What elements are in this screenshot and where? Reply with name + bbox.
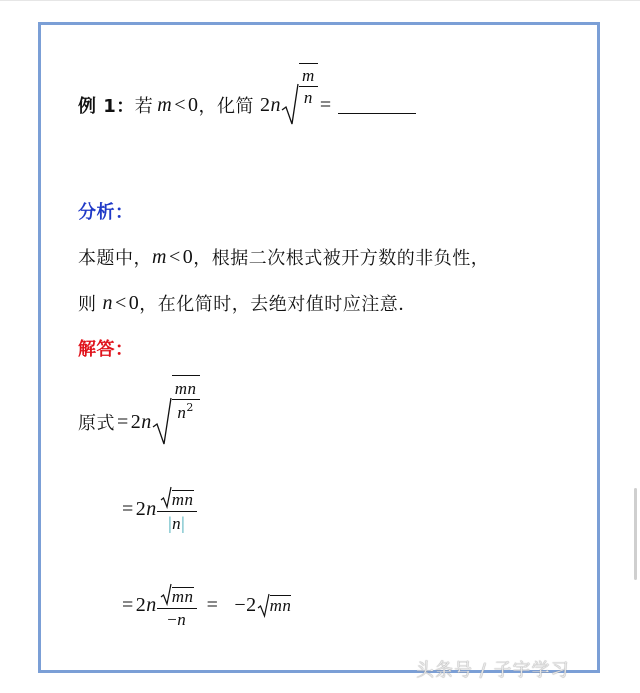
example-comma: ， — [198, 96, 218, 117]
step1-frac-den — [177, 400, 194, 422]
analysis-line-1 — [78, 243, 489, 271]
analysis-line-2 — [78, 289, 417, 317]
watermark: 头条号 / 子宇学习 — [416, 660, 570, 681]
step3-radicand: mn — [171, 586, 194, 606]
analysis-line2-prefix: 则 — [78, 294, 97, 315]
step2-den-n: n — [172, 514, 182, 533]
radical-sign-icon — [281, 82, 299, 128]
step1-den-exp: 2 — [186, 400, 194, 414]
solution-step-3 — [120, 575, 291, 635]
step3-eq: = — [122, 593, 134, 616]
step1-den-n: n — [177, 402, 187, 422]
step2-var-n: n — [146, 497, 157, 520]
step2-frac-num — [157, 485, 197, 512]
step3-result-coef: −2 — [234, 593, 257, 616]
solution-step-2 — [120, 478, 197, 540]
step2-frac-den — [168, 512, 185, 533]
example-frac-den: n — [303, 87, 313, 107]
example-zero: 0 — [188, 93, 199, 116]
step3-eq-2: = — [206, 593, 219, 616]
example-eq: = — [319, 93, 332, 116]
analysis-var-n: n — [102, 291, 113, 314]
step1-var-n: n — [141, 410, 152, 433]
scrollbar-thumb[interactable] — [634, 488, 637, 580]
radical-sign-icon — [152, 396, 172, 448]
example-radicand — [299, 63, 318, 106]
step3-frac-den — [167, 609, 186, 629]
step1-fraction — [172, 380, 200, 422]
step1-frac-num: mn — [172, 380, 200, 400]
step3-coef: 2 — [135, 593, 147, 616]
step3-fraction — [157, 582, 197, 629]
abs-bar-left: | — [168, 513, 173, 533]
analysis-lt-1: < — [168, 245, 181, 268]
analysis-heading: 分析： — [78, 202, 134, 223]
step1-sqrt — [152, 378, 200, 448]
step3-den-minus: − — [167, 609, 178, 629]
analysis-lt-2: < — [115, 291, 127, 314]
example-colon: ： — [116, 96, 135, 117]
solution-heading: 解答： — [78, 339, 134, 360]
step3-frac-num — [157, 582, 197, 609]
analysis-zero-2: 0 — [128, 291, 140, 314]
example-sqrt — [281, 65, 318, 128]
solution-step-1 — [78, 378, 200, 450]
answer-blank — [338, 97, 416, 114]
radical-sign-icon — [160, 582, 172, 606]
analysis-line1-suffix: ，根据二次根式被开方数的非负性， — [193, 248, 490, 269]
original-label: 原式 — [78, 413, 115, 434]
abs-bar-right: | — [181, 513, 186, 533]
analysis-line2-suffix: ，在化简时，去绝对值时应注意． — [139, 294, 417, 315]
radical-sign-icon — [257, 592, 270, 618]
step3-result-sqrt — [257, 592, 292, 618]
step3-var-n: n — [146, 593, 157, 616]
step2-radicand: mn — [171, 490, 194, 509]
example-lt: < — [174, 93, 187, 116]
example-frac-num: m — [299, 67, 318, 87]
step2-eq: = — [122, 497, 134, 520]
example-if-text: 若 — [134, 96, 154, 117]
example-fraction — [299, 67, 318, 106]
step1-coef: 2 — [130, 410, 142, 433]
step1-eq: = — [117, 410, 129, 433]
example-var-m: m — [157, 93, 173, 116]
analysis-line1-prefix: 本题中， — [78, 248, 152, 269]
analysis-heading-line — [78, 198, 134, 224]
top-divider — [0, 0, 640, 1]
analysis-var-m: m — [152, 245, 167, 268]
step2-coef: 2 — [135, 497, 147, 520]
example-coef: 2 — [260, 93, 271, 116]
solution-heading-line — [78, 335, 134, 361]
example-var-n: n — [270, 93, 282, 116]
example-label: 例 1 — [78, 96, 117, 117]
radical-sign-icon — [160, 485, 172, 509]
example-simplify-text: 化简 — [217, 96, 255, 117]
step1-radicand — [172, 375, 200, 422]
step3-result-radicand: mn — [269, 596, 292, 615]
step3-den-n: n — [177, 609, 187, 629]
analysis-zero-1: 0 — [182, 245, 194, 268]
example-line — [78, 65, 416, 130]
step2-fraction — [157, 485, 197, 533]
